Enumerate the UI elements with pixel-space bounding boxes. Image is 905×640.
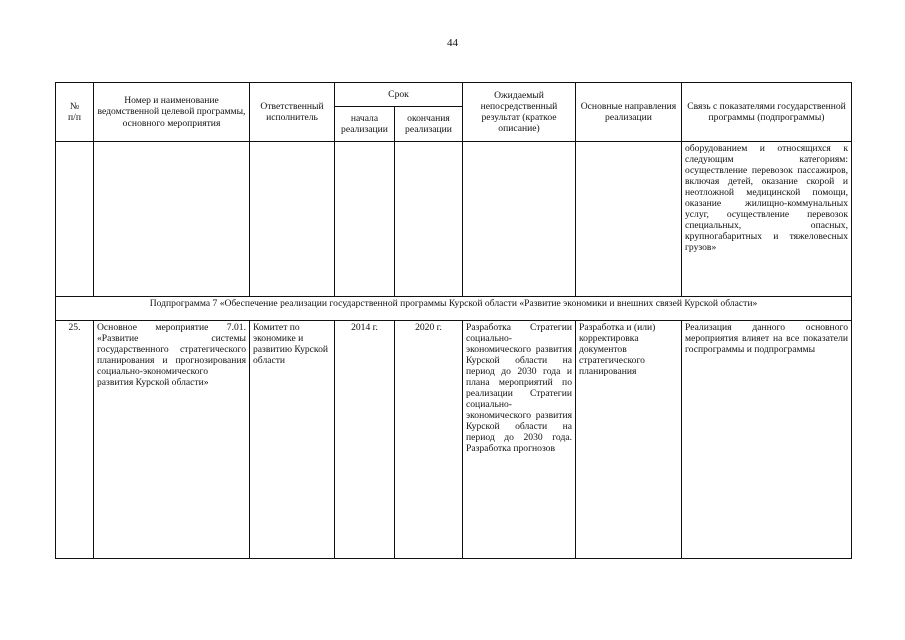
- header-link: Связь с показателями государственной программы (подпрограммы): [682, 83, 852, 142]
- subprogram-title: Подпрограмма 7 «Обеспечение реализации государственной программы Курской области «Развитие экономики и внешних связей Курской области»: [56, 297, 852, 321]
- table-row: [56, 321, 852, 559]
- cont-cell-num: [56, 142, 94, 297]
- header-directions: Основные направления реализации: [576, 83, 682, 142]
- header-name: Номер и наименование ведомственной целевой программы, основного мероприятия: [94, 83, 250, 142]
- subprogram-row: [56, 297, 852, 321]
- page-number: 44: [447, 37, 458, 49]
- header-result: Ожидаемый непосредственный результат (краткое описание): [463, 83, 576, 142]
- row-directions: Разработка и (или) корректировка документов стратегического планирования: [576, 321, 682, 559]
- cont-cell-end: [395, 142, 463, 297]
- cont-cell-directions: [576, 142, 682, 297]
- continuation-row: [56, 142, 852, 297]
- cont-cell-executor: [250, 142, 335, 297]
- header-executor: Ответственный исполнитель: [250, 83, 335, 142]
- row-name: Основное мероприятие 7.01. «Развитие системы государственного стратегического планирования и прогнозирования социально-экономического развития Курской области»: [94, 321, 250, 559]
- row-num: 25.: [56, 321, 94, 559]
- program-table: [55, 82, 852, 559]
- cont-cell-start: [335, 142, 395, 297]
- header-term-end: окончания реализации: [395, 107, 463, 142]
- row-result: Разработка Стратегии социально-экономического развития Курской области на период до 2030 года и плана мероприятий по реализации Стратегии социально-экономического развития Курской области на период до 2030 года. Разработка прогнозов: [463, 321, 576, 559]
- header-num: № п/п: [56, 83, 94, 142]
- header-term: Срок: [335, 83, 463, 107]
- header-term-start: начала реализации: [335, 107, 395, 142]
- row-executor: Комитет по экономике и развитию Курской области: [250, 321, 335, 559]
- row-link: Реализация данного основного мероприятия влияет на все показатели госпрограммы и подпрограммы: [682, 321, 852, 559]
- cont-cell-name: [94, 142, 250, 297]
- row-end: 2020 г.: [395, 321, 463, 559]
- row-start: 2014 г.: [335, 321, 395, 559]
- cont-cell-link: оборудованием и относящихся к следующим категориям: осуществление перевозок пассажиров, включая детей, оказание скорой и неотложной медицинской помощи, оказание жилищно-коммунальных услуг, осуществление перевозок специальных, опасных, крупногабаритных и тяжеловесных грузов»: [682, 142, 852, 297]
- cont-cell-result: [463, 142, 576, 297]
